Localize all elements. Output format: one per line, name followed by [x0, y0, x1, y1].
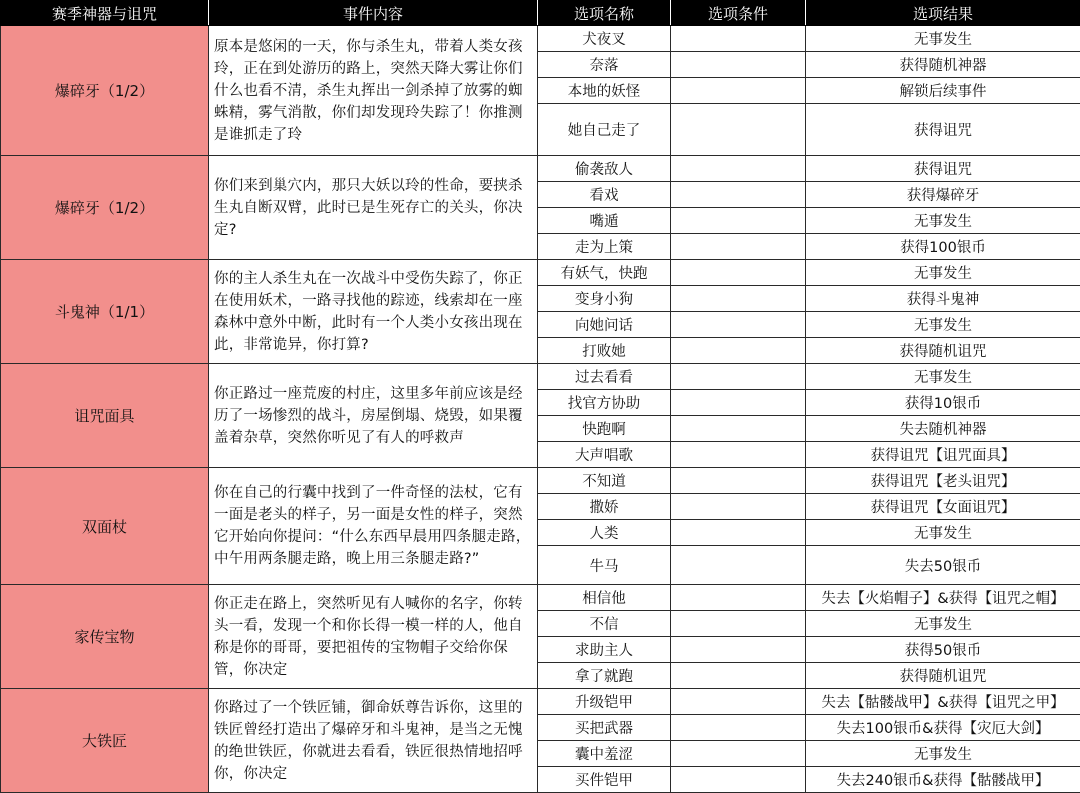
- option-name-cell: 打败她: [538, 338, 671, 364]
- option-condition-cell: [671, 546, 806, 585]
- category-cell: 爆碎牙（1/2）: [1, 26, 209, 156]
- option-result-cell: 无事发生: [806, 26, 1080, 52]
- option-condition-cell: [671, 689, 806, 715]
- event-cell: 你在自己的行囊中找到了一件奇怪的法杖，它有一面是老头的样子，另一面是女性的样子，突然它开始向你提问：“什么东西早晨用四条腿走路，中午用两条腿走路，晚上用三条腿走路?”: [209, 468, 538, 585]
- category-cell: 双面杖: [1, 468, 209, 585]
- event-cell: 原本是悠闲的一天，你与杀生丸，带着人类女孩玲，正在到处游历的路上，突然天降大雾让你们什么也看不清，杀生丸挥出一剑杀掉了放雾的蜘蛛精，雾气消散，你们却发现玲失踪了！你推测是谁抓走了玲: [209, 26, 538, 156]
- option-result-cell: 无事发生: [806, 741, 1080, 767]
- option-result-cell: 获得诅咒【老头诅咒】: [806, 468, 1080, 494]
- option-condition-cell: [671, 416, 806, 442]
- option-result-cell: 获得100银币: [806, 234, 1080, 260]
- option-condition-cell: [671, 767, 806, 793]
- option-name-cell: 牛马: [538, 546, 671, 585]
- event-cell: 你的主人杀生丸在一次战斗中受伤失踪了，你正在使用妖术，一路寻找他的踪迹，线索却在一座森林中意外中断，此时有一个人类小女孩出现在此，非常诡异，你打算?: [209, 260, 538, 364]
- option-name-cell: 看戏: [538, 182, 671, 208]
- option-condition-cell: [671, 390, 806, 416]
- table-row: [1, 468, 1080, 494]
- option-result-cell: 失去240银币&获得【骷髅战甲】: [806, 767, 1080, 793]
- option-condition-cell: [671, 338, 806, 364]
- option-name-cell: 不知道: [538, 468, 671, 494]
- table-row: [1, 26, 1080, 52]
- option-name-cell: 买把武器: [538, 715, 671, 741]
- option-name-cell: 向她问话: [538, 312, 671, 338]
- option-name-cell: 人类: [538, 520, 671, 546]
- option-condition-cell: [671, 312, 806, 338]
- option-condition-cell: [671, 468, 806, 494]
- option-name-cell: 偷袭敌人: [538, 156, 671, 182]
- option-result-cell: 获得斗鬼神: [806, 286, 1080, 312]
- option-name-cell: 变身小狗: [538, 286, 671, 312]
- option-name-cell: 拿了就跑: [538, 663, 671, 689]
- header-option-condition: 选项条件: [671, 1, 806, 26]
- option-name-cell: 她自己走了: [538, 104, 671, 156]
- option-condition-cell: [671, 611, 806, 637]
- option-name-cell: 奈落: [538, 52, 671, 78]
- header-event: 事件内容: [209, 1, 538, 26]
- option-result-cell: 获得随机诅咒: [806, 663, 1080, 689]
- event-cell: 你们来到巢穴内，那只大妖以玲的性命，要挟杀生丸自断双臂，此时已是生死存亡的关头，你决定?: [209, 156, 538, 260]
- option-condition-cell: [671, 663, 806, 689]
- option-name-cell: 囊中羞涩: [538, 741, 671, 767]
- header-category: 赛季神器与诅咒: [1, 1, 209, 26]
- option-result-cell: 失去随机神器: [806, 416, 1080, 442]
- category-cell: 斗鬼神（1/1）: [1, 260, 209, 364]
- option-condition-cell: [671, 442, 806, 468]
- option-condition-cell: [671, 208, 806, 234]
- option-name-cell: 大声唱歌: [538, 442, 671, 468]
- option-condition-cell: [671, 156, 806, 182]
- option-condition-cell: [671, 182, 806, 208]
- category-cell: 大铁匠: [1, 689, 209, 793]
- option-result-cell: 获得诅咒【女面诅咒】: [806, 494, 1080, 520]
- category-cell: 诅咒面具: [1, 364, 209, 468]
- option-condition-cell: [671, 260, 806, 286]
- option-result-cell: 无事发生: [806, 312, 1080, 338]
- option-result-cell: 无事发生: [806, 364, 1080, 390]
- header-option-result: 选项结果: [806, 1, 1080, 26]
- option-condition-cell: [671, 741, 806, 767]
- event-cell: 你路过了一个铁匠铺，御命妖尊告诉你，这里的铁匠曾经打造出了爆碎牙和斗鬼神，是当之无愧的绝世铁匠，你就进去看看，铁匠很热情地招呼你，你决定: [209, 689, 538, 793]
- option-name-cell: 相信他: [538, 585, 671, 611]
- option-result-cell: 获得诅咒: [806, 104, 1080, 156]
- option-condition-cell: [671, 637, 806, 663]
- table-row: [1, 585, 1080, 611]
- option-result-cell: 解锁后续事件: [806, 78, 1080, 104]
- option-result-cell: 获得10银币: [806, 390, 1080, 416]
- option-name-cell: 过去看看: [538, 364, 671, 390]
- event-cell: 你正走在路上，突然听见有人喊你的名字，你转头一看，发现一个和你长得一模一样的人，他自称是你的哥哥，要把祖传的宝物帽子交给你保管，你决定: [209, 585, 538, 689]
- option-condition-cell: [671, 26, 806, 52]
- option-result-cell: 无事发生: [806, 611, 1080, 637]
- option-condition-cell: [671, 286, 806, 312]
- option-name-cell: 快跑啊: [538, 416, 671, 442]
- option-condition-cell: [671, 52, 806, 78]
- option-name-cell: 升级铠甲: [538, 689, 671, 715]
- option-name-cell: 买件铠甲: [538, 767, 671, 793]
- option-name-cell: 有妖气，快跑: [538, 260, 671, 286]
- header-option-name: 选项名称: [538, 1, 671, 26]
- table-row: [1, 689, 1080, 715]
- option-condition-cell: [671, 585, 806, 611]
- option-result-cell: 失去100银币&获得【灾厄大剑】: [806, 715, 1080, 741]
- option-result-cell: 获得诅咒【诅咒面具】: [806, 442, 1080, 468]
- option-result-cell: 获得诅咒: [806, 156, 1080, 182]
- option-result-cell: 获得爆碎牙: [806, 182, 1080, 208]
- option-name-cell: 走为上策: [538, 234, 671, 260]
- table-row: [1, 364, 1080, 390]
- table-row: [1, 260, 1080, 286]
- option-result-cell: 无事发生: [806, 260, 1080, 286]
- option-result-cell: 无事发生: [806, 208, 1080, 234]
- option-condition-cell: [671, 78, 806, 104]
- option-condition-cell: [671, 715, 806, 741]
- option-name-cell: 犬夜叉: [538, 26, 671, 52]
- option-name-cell: 不信: [538, 611, 671, 637]
- table-row: [1, 156, 1080, 182]
- category-cell: 爆碎牙（1/2）: [1, 156, 209, 260]
- option-condition-cell: [671, 494, 806, 520]
- option-name-cell: 嘴遁: [538, 208, 671, 234]
- option-result-cell: 获得随机诅咒: [806, 338, 1080, 364]
- option-condition-cell: [671, 520, 806, 546]
- option-name-cell: 找官方协助: [538, 390, 671, 416]
- option-name-cell: 本地的妖怪: [538, 78, 671, 104]
- option-result-cell: 失去【火焰帽子】&获得【诅咒之帽】: [806, 585, 1080, 611]
- option-result-cell: 无事发生: [806, 520, 1080, 546]
- event-cell: 你正路过一座荒废的村庄，这里多年前应该是经历了一场惨烈的战斗，房屋倒塌、烧毁，如果覆盖着杂草，突然你听见了有人的呼救声: [209, 364, 538, 468]
- header-row: [1, 1, 1080, 26]
- option-condition-cell: [671, 104, 806, 156]
- option-name-cell: 求助主人: [538, 637, 671, 663]
- option-result-cell: 获得50银币: [806, 637, 1080, 663]
- option-result-cell: 失去【骷髅战甲】&获得【诅咒之甲】: [806, 689, 1080, 715]
- option-name-cell: 撒娇: [538, 494, 671, 520]
- option-result-cell: 获得随机神器: [806, 52, 1080, 78]
- option-condition-cell: [671, 234, 806, 260]
- option-condition-cell: [671, 364, 806, 390]
- category-cell: 家传宝物: [1, 585, 209, 689]
- option-result-cell: 失去50银币: [806, 546, 1080, 585]
